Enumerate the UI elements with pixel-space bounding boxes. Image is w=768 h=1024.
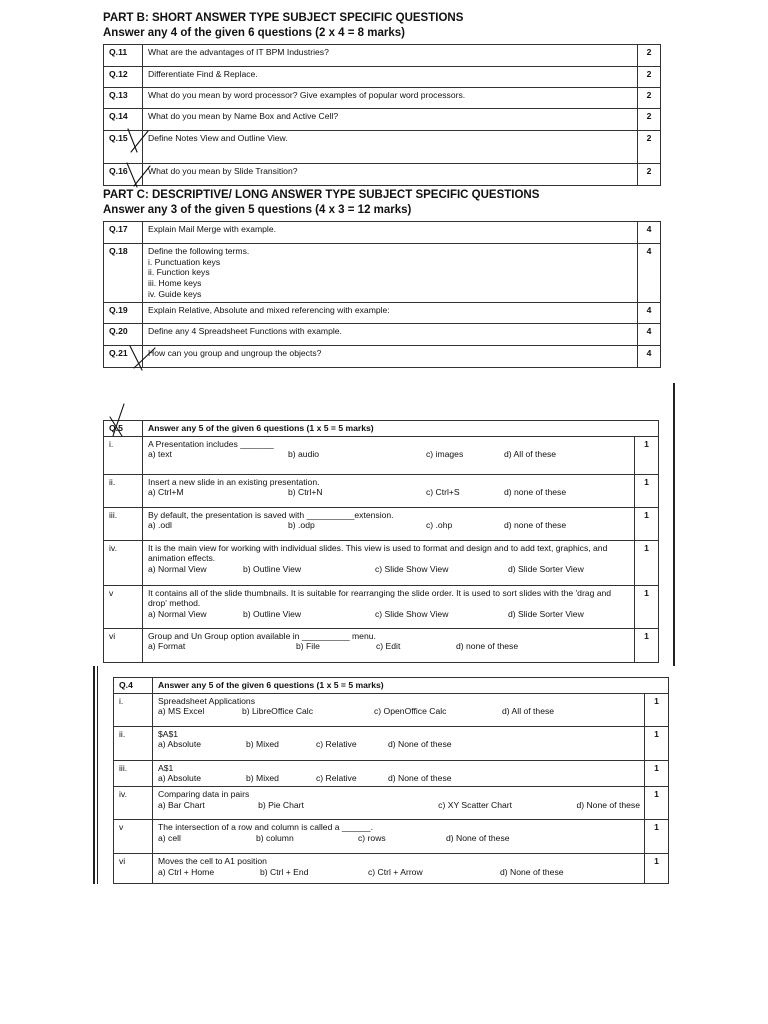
question-cell: [143, 164, 638, 186]
question-text: Define Notes View and Outline View.: [148, 133, 288, 143]
part-c-title: PART C: DESCRIPTIVE/ LONG ANSWER TYPE SUBJECT SPECIFIC QUESTIONS: [103, 189, 540, 201]
question-cell: [153, 820, 645, 854]
marks-value: 4: [638, 323, 661, 345]
question-number: Q.12: [104, 67, 143, 88]
question-cell: [143, 131, 638, 164]
question-number: Q.11: [104, 45, 143, 67]
answer-options: [158, 800, 640, 811]
answer-option: c) Ctrl + Arrow: [368, 866, 423, 877]
question-text: Spreadsheet Applications: [158, 695, 255, 706]
question-number: iii.: [104, 507, 143, 540]
answer-option: a) cell: [158, 832, 181, 843]
question-cell: [153, 854, 645, 884]
answer-option: a) Ctrl+M: [148, 487, 184, 498]
answer-option: b) LibreOffice Calc: [242, 706, 314, 717]
answer-option: d) All of these: [504, 449, 557, 460]
answer-option: d) None of these: [446, 832, 510, 843]
question-cell: [153, 693, 645, 726]
question-header-row: [104, 421, 659, 437]
answer-option: d) Slide Sorter View: [508, 609, 584, 620]
answer-option: d) None of these: [500, 866, 564, 877]
question-cell: [143, 67, 638, 88]
answer-option: a) text: [148, 449, 172, 460]
question-text: It is the main view for working with individual slides. This view is used to format and design and to add text, graphics, and animation effects.: [148, 542, 608, 564]
question-number: Q.17: [104, 222, 143, 244]
marks-value: 4: [638, 302, 661, 323]
answer-options: [158, 706, 640, 717]
answer-option: c) .ohp: [426, 520, 453, 531]
marks-value: 2: [638, 88, 661, 109]
answer-option: d) All of these: [502, 706, 555, 717]
answer-options: [158, 833, 640, 844]
question-row: [104, 222, 661, 244]
marks-value: 2: [638, 164, 661, 186]
question-row: [104, 628, 659, 662]
answer-option: a) .odl: [148, 520, 172, 531]
marks-value: 2: [638, 45, 661, 67]
question-cell: [143, 45, 638, 67]
question-row: [114, 820, 669, 854]
answer-option: b) Pie Chart: [258, 799, 304, 810]
answer-option: a) Ctrl + Home: [158, 866, 215, 877]
question-number: Q.18: [104, 244, 143, 303]
question-number: Q.15: [104, 131, 143, 164]
question-text: What are the advantages of IT BPM Industries?: [148, 47, 329, 57]
sub-item: ii. Function keys: [148, 267, 210, 278]
question-cell: [143, 585, 635, 628]
answer-option: a) Normal View: [148, 564, 207, 575]
answer-option: a) Absolute: [158, 739, 201, 750]
answer-option: b) Outline View: [243, 564, 302, 575]
answer-option: b) File: [296, 641, 320, 652]
question-cell: [143, 507, 635, 540]
question-text: Differentiate Find & Replace.: [148, 69, 258, 79]
question-text: What do you mean by Name Box and Active Cell?: [148, 111, 339, 121]
answer-option: b) column: [256, 832, 294, 843]
question-cell: [143, 302, 638, 323]
question-row: [104, 45, 661, 67]
question-header-row: [114, 678, 669, 694]
answer-option: b) .odp: [288, 520, 315, 531]
question-text: Moves the cell to A1 position: [158, 856, 267, 867]
marks-value: 1: [635, 436, 659, 474]
question-row: [104, 67, 661, 88]
question-row: [104, 302, 661, 323]
question-text: It contains all of the slide thumbnails. It is suitable for rearranging the slide order. It is used to sort slides with the 'drag and drop' method.: [148, 587, 612, 609]
answer-option: a) Bar Chart: [158, 799, 205, 810]
question-number: Q.19: [104, 302, 143, 323]
answer-options: [148, 520, 630, 531]
question-cell: [143, 88, 638, 109]
question-number: ii.: [104, 474, 143, 507]
answer-option: d) none of these: [456, 641, 519, 652]
answer-option: c) Slide Show View: [375, 564, 449, 575]
answer-option: d) Slide Sorter View: [508, 564, 584, 575]
answer-option: a) Format: [148, 641, 186, 652]
marks-value: 1: [645, 787, 669, 820]
answer-option: c) Relative: [316, 739, 357, 750]
marks-value: 1: [635, 540, 659, 585]
question-row: [104, 88, 661, 109]
question-title: Answer any 5 of the given 6 questions (1 x 5 = 5 marks): [143, 421, 659, 437]
marks-value: 1: [645, 726, 669, 760]
answer-option: d) none of these: [504, 520, 567, 531]
question-cell: [143, 345, 638, 367]
question-cell: [143, 540, 635, 585]
answer-option: d) None of these: [388, 739, 452, 750]
answer-option: c) Edit: [376, 641, 401, 652]
question-row: [104, 345, 661, 367]
answer-option: d) none of these: [504, 487, 567, 498]
answer-option: d) None of these: [388, 773, 452, 784]
answer-option: d) None of these: [576, 799, 640, 810]
question-number: vi: [104, 628, 143, 662]
question-row: [104, 585, 659, 628]
question-text: A Presentation includes _______: [148, 438, 274, 449]
question-cell: [143, 474, 635, 507]
question-row: [104, 244, 661, 303]
answer-option: b) Ctrl + End: [260, 866, 309, 877]
question-row: [104, 436, 659, 474]
marks-value: 1: [645, 760, 669, 786]
question-text: By default, the presentation is saved with __________extension.: [148, 509, 394, 520]
marks-value: 4: [638, 345, 661, 367]
question-text: Group and Un Group option available in __________ menu.: [148, 630, 376, 641]
question-title: Answer any 5 of the given 6 questions (1 x 5 = 5 marks): [153, 678, 669, 694]
answer-options: [158, 739, 640, 750]
question-number: v: [114, 820, 153, 854]
answer-option: a) MS Excel: [158, 706, 205, 717]
question-number: v: [104, 585, 143, 628]
question-cell: [143, 628, 635, 662]
question-row: [114, 787, 669, 820]
question-cell: [143, 323, 638, 345]
marks-value: 1: [645, 854, 669, 884]
marks-value: 4: [638, 244, 661, 303]
part-c-table: [103, 221, 661, 368]
question-number: iv.: [104, 540, 143, 585]
question-number: i.: [104, 436, 143, 474]
question-text: Define any 4 Spreadsheet Functions with example.: [148, 325, 342, 336]
question-cell: [153, 787, 645, 820]
answer-option: c) OpenOffice Calc: [374, 706, 447, 717]
margin-line: [93, 666, 95, 884]
answer-option: a) Normal View: [148, 609, 207, 620]
question-row: [104, 474, 659, 507]
answer-option: c) images: [426, 449, 464, 460]
question-row: [114, 760, 669, 786]
question-text: The intersection of a row and column is called a ______.: [158, 822, 373, 833]
question-number: Q.14: [104, 109, 143, 131]
part-b-instruction: Answer any 4 of the given 6 questions (2 x 4 = 8 marks): [103, 27, 405, 39]
question-cell: [143, 109, 638, 131]
question-row: [114, 854, 669, 884]
question-number: ii.: [114, 726, 153, 760]
margin-line: [673, 383, 675, 666]
sub-item: iv. Guide keys: [148, 288, 202, 299]
answer-options: [148, 487, 630, 498]
question-text: Explain Mail Merge with example.: [148, 224, 277, 234]
question-number: iii.: [114, 760, 153, 786]
question-number: i.: [114, 693, 153, 726]
question-text: $A$1: [158, 728, 179, 739]
marks-value: 1: [635, 474, 659, 507]
marks-value: 1: [645, 693, 669, 726]
answer-option: b) audio: [288, 449, 320, 460]
answer-options: [148, 609, 630, 620]
question-cell: [143, 222, 638, 244]
margin-line: [97, 666, 98, 884]
answer-options: [148, 449, 630, 460]
sub-item: i. Punctuation keys: [148, 256, 221, 267]
question-text: How can you group and ungroup the objects?: [148, 347, 322, 358]
answer-option: b) Ctrl+N: [288, 487, 323, 498]
answer-options: [148, 564, 630, 575]
part-b-title: PART B: SHORT ANSWER TYPE SUBJECT SPECIFIC QUESTIONS: [103, 12, 464, 24]
answer-options: [148, 641, 630, 652]
part-c-instruction: Answer any 3 of the given 5 questions (4 x 3 = 12 marks): [103, 204, 412, 216]
marks-value: 1: [635, 628, 659, 662]
question-cell: [153, 726, 645, 760]
q5-table: [103, 420, 659, 663]
question-text: A$1: [158, 762, 174, 773]
marks-value: 1: [645, 820, 669, 854]
q4-table: [113, 677, 669, 884]
answer-option: b) Mixed: [246, 773, 279, 784]
answer-option: c) Relative: [316, 773, 357, 784]
question-text: Explain Relative, Absolute and mixed referencing with example:: [148, 304, 390, 315]
question-number: Q.4: [114, 678, 153, 694]
answer-option: a) Absolute: [158, 773, 201, 784]
answer-option: c) Slide Show View: [375, 609, 449, 620]
answer-options: [158, 867, 640, 878]
question-row: [114, 726, 669, 760]
marks-value: 4: [638, 222, 661, 244]
question-row: [104, 507, 659, 540]
answer-options: [158, 773, 640, 784]
question-row: [104, 164, 661, 186]
marks-value: 1: [635, 585, 659, 628]
question-row: [114, 693, 669, 726]
marks-value: 2: [638, 67, 661, 88]
question-text: Define the following terms.: [148, 246, 250, 256]
part-b-table: [103, 44, 661, 186]
answer-option: c) rows: [358, 832, 386, 843]
question-row: [104, 323, 661, 345]
question-text: Comparing data in pairs: [158, 789, 250, 800]
question-number: Q.20: [104, 323, 143, 345]
question-cell: [143, 436, 635, 474]
answer-option: c) Ctrl+S: [426, 487, 460, 498]
question-number: Q.21: [104, 345, 143, 367]
marks-value: 2: [638, 109, 661, 131]
marks-value: 1: [635, 507, 659, 540]
answer-option: b) Outline View: [243, 609, 302, 620]
answer-option: c) XY Scatter Chart: [438, 799, 513, 810]
question-row: [104, 131, 661, 164]
question-number: vi: [114, 854, 153, 884]
question-number: Q.16: [104, 164, 143, 186]
question-number: Q.5: [104, 421, 143, 437]
question-row: [104, 540, 659, 585]
question-number: Q.13: [104, 88, 143, 109]
sub-item: iii. Home keys: [148, 278, 202, 289]
question-text: What do you mean by word processor? Give examples of popular word processors.: [148, 90, 466, 100]
question-cell: [143, 244, 638, 303]
marks-value: 2: [638, 131, 661, 164]
question-number: iv.: [114, 787, 153, 820]
question-cell: [153, 760, 645, 786]
answer-option: b) Mixed: [246, 739, 279, 750]
question-text: What do you mean by Slide Transition?: [148, 166, 298, 176]
question-row: [104, 109, 661, 131]
question-text: Insert a new slide in an existing presentation.: [148, 476, 320, 487]
